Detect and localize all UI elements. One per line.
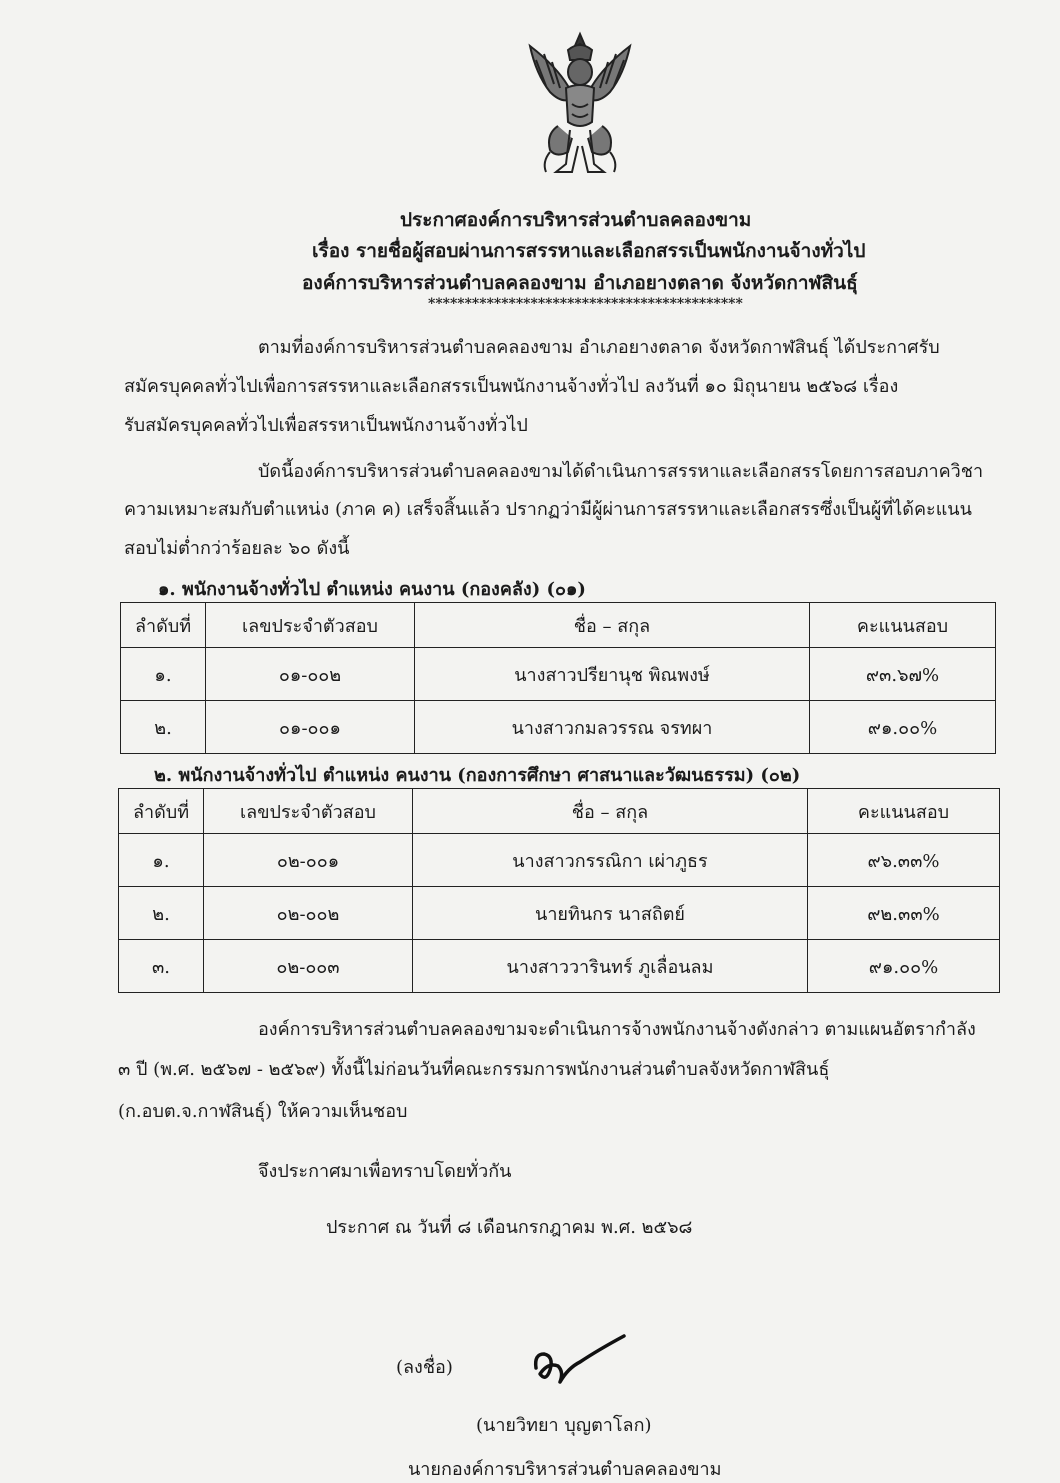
signer-name: (นายวิทยา บุญตาโลก) <box>476 1415 652 1436</box>
row-exam-id: ๐๑-๐๐๑ <box>206 701 415 754</box>
header-line-1: ประกาศองค์การบริหารส่วนตำบลคลองขาม <box>400 209 752 231</box>
header-score: คะแนนสอบ <box>808 789 1000 834</box>
row-order: ๒. <box>119 887 204 940</box>
paragraph-1-line-2: สมัครบุคคลทั่วไปเพื่อการสรรหาและเลือกสรรเป็นพนักงานจ้างทั่วไป ลงวันที่ ๑๐ มิถุนายน ๒๕๖๘ เรื่อง <box>124 376 899 397</box>
row-exam-id: ๐๒-๐๐๒ <box>204 887 413 940</box>
table-row <box>119 940 1000 993</box>
table-row <box>121 648 996 701</box>
table-row <box>119 834 1000 887</box>
row-name: นางสาวกรรณิกา เผ่าภูธร <box>413 834 808 887</box>
section-1-table <box>120 602 996 754</box>
table-row <box>121 701 996 754</box>
header-score: คะแนนสอบ <box>810 603 996 648</box>
header-separator: ******************************************* <box>428 296 743 312</box>
row-exam-id: ๐๒-๐๐๑ <box>204 834 413 887</box>
announce-line: จึงประกาศมาเพื่อทราบโดยทั่วกัน <box>258 1161 512 1182</box>
row-order: ๓. <box>119 940 204 993</box>
handwritten-signature <box>528 1332 628 1388</box>
row-name: นางสาวปรียานุช พิณพงษ์ <box>415 648 810 701</box>
row-order: ๑. <box>121 648 206 701</box>
announce-date: ประกาศ ณ วันที่ ๘ เดือนกรกฎาคม พ.ศ. ๒๕๖๘ <box>326 1217 693 1238</box>
signature-label: (ลงชื่อ) <box>396 1357 453 1378</box>
row-score: ๙๖.๓๓% <box>808 834 1000 887</box>
row-name: นางสาวกมลวรรณ จรทผา <box>415 701 810 754</box>
header-order: ลำดับที่ <box>119 789 204 834</box>
paragraph-3-line-1: องค์การบริหารส่วนตำบลคลองขามจะดำเนินการจ้างพนักงานจ้างดังกล่าว ตามแผนอัตรากำลัง <box>258 1019 976 1040</box>
paragraph-2-line-3: สอบไม่ต่ำกว่าร้อยละ ๖๐ ดังนี้ <box>124 538 350 559</box>
header-name: ชื่อ – สกุล <box>415 603 810 648</box>
signer-position: นายกองค์การบริหารส่วนตำบลคลองขาม <box>408 1459 722 1480</box>
header-exam-id: เลขประจำตัวสอบ <box>204 789 413 834</box>
row-exam-id: ๐๒-๐๐๓ <box>204 940 413 993</box>
header-line-2: เรื่อง รายชื่อผู้สอบผ่านการสรรหาและเลือกสรรเป็นพนักงานจ้างทั่วไป <box>312 240 866 262</box>
paragraph-1-line-3: รับสมัครบุคคลทั่วไปเพื่อสรรหาเป็นพนักงานจ้างทั่วไป <box>124 415 528 436</box>
section-1-title: ๑. พนักงานจ้างทั่วไป ตำแหน่ง คนงาน (กองคลัง) (๐๑) <box>158 579 586 600</box>
section-2-title: ๒. พนักงานจ้างทั่วไป ตำแหน่ง คนงาน (กองการศึกษา ศาสนาและวัฒนธรรม) (๐๒) <box>154 765 801 786</box>
header-exam-id: เลขประจำตัวสอบ <box>206 603 415 648</box>
paragraph-2-line-1: บัดนี้องค์การบริหารส่วนตำบลคลองขามได้ดำเนินการสรรหาและเลือกสรรโดยการสอบภาควิชา <box>258 461 984 482</box>
row-name: นางสาววารินทร์ ภูเลื่อนลม <box>413 940 808 993</box>
table-header-row <box>119 789 1000 834</box>
row-score: ๙๑.๐๐% <box>810 701 996 754</box>
row-score: ๙๒.๓๓% <box>808 887 1000 940</box>
paragraph-3-line-3: (ก.อบต.จ.กาฬสินธุ์) ให้ความเห็นชอบ <box>118 1101 408 1122</box>
header-order: ลำดับที่ <box>121 603 206 648</box>
header-name: ชื่อ – สกุล <box>413 789 808 834</box>
garuda-emblem <box>516 26 644 184</box>
table-header-row <box>121 603 996 648</box>
row-score: ๙๑.๐๐% <box>808 940 1000 993</box>
header-line-3: องค์การบริหารส่วนตำบลคลองขาม อำเภอยางตลาด จังหวัดกาฬสินธุ์ <box>302 272 858 294</box>
paragraph-1-line-1: ตามที่องค์การบริหารส่วนตำบลคลองขาม อำเภอยางตลาด จังหวัดกาฬสินธุ์ ได้ประกาศรับ <box>258 337 940 358</box>
row-order: ๒. <box>121 701 206 754</box>
row-order: ๑. <box>119 834 204 887</box>
section-2-table <box>118 788 1000 993</box>
paragraph-3-line-2: ๓ ปี (พ.ศ. ๒๕๖๗ - ๒๕๖๙) ทั้งนี้ไม่ก่อนวันที่คณะกรรมการพนักงานส่วนตำบลจังหวัดกาฬสินธุ์ <box>118 1059 830 1080</box>
row-name: นายทินกร นาสถิตย์ <box>413 887 808 940</box>
row-score: ๙๓.๖๗% <box>810 648 996 701</box>
table-row <box>119 887 1000 940</box>
paragraph-2-line-2: ความเหมาะสมกับตำแหน่ง (ภาค ค) เสร็จสิ้นแล้ว ปรากฏว่ามีผู้ผ่านการสรรหาและเลือกสรรซึ่งเป็นผู้ที่ได้คะแนน <box>124 499 972 520</box>
row-exam-id: ๐๑-๐๐๒ <box>206 648 415 701</box>
